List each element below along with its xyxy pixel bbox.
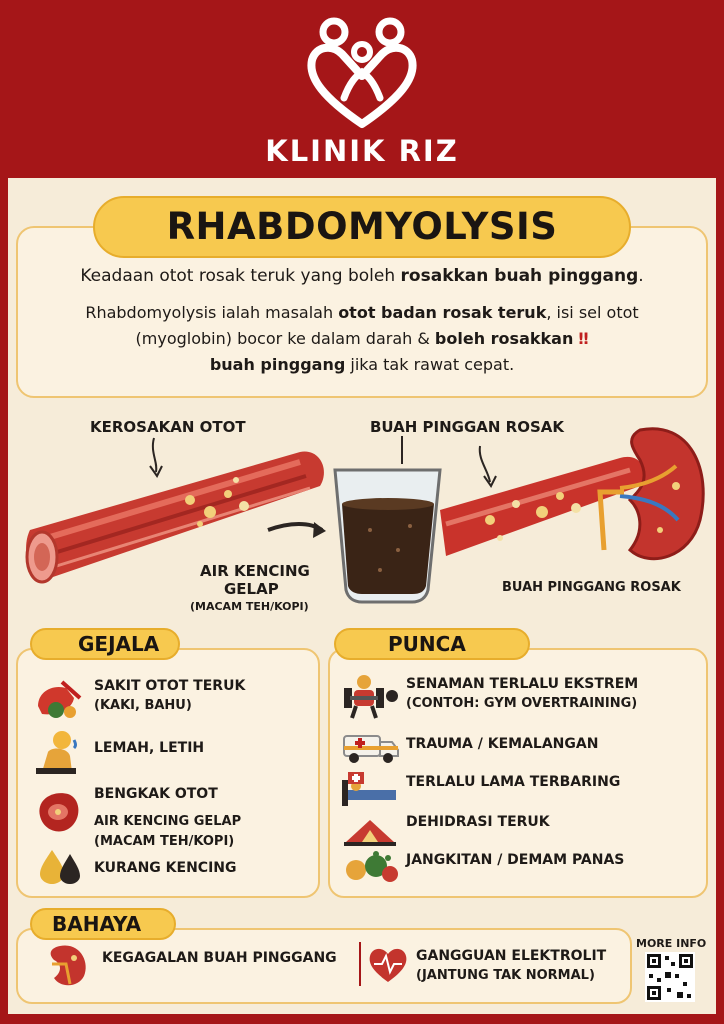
gym-icon	[340, 672, 400, 720]
heart-k-icon	[366, 944, 410, 984]
qr-code-icon[interactable]	[645, 952, 695, 1002]
intro-summary	[20, 266, 704, 286]
muscle-pain-icon	[32, 676, 84, 720]
muscle-icon	[26, 438, 326, 582]
kidney-caption: BUAH PINGGANG ROSAK	[502, 580, 681, 595]
gejala-item	[94, 676, 245, 716]
gejala-item-sub: (KAKI, BAHU)	[94, 698, 192, 713]
intro-bold-text: rosakkan buah pinggang	[400, 266, 639, 286]
dark-urine-label: AIR KENCING	[200, 562, 310, 580]
punca-item-label: SENAMAN TERLALU EKSTREM	[406, 676, 639, 692]
urine-drops-icon	[36, 846, 86, 886]
punca-item-label: TRAUMA / KEMALANGAN	[406, 736, 599, 752]
gejala-item-label: KURANG KENCING	[94, 860, 237, 876]
kidney-icon	[600, 429, 703, 559]
dark-urine-label-2: GELAP	[224, 580, 279, 598]
definition-bold: buah pinggang	[209, 355, 346, 374]
definition-bold: otot badan rosak teruk	[338, 303, 547, 322]
definition-text: Rhabdomyolysis ialah masalah	[85, 303, 339, 322]
intro-text: .	[638, 266, 644, 286]
definition-text: , isi sel otot (myoglobin) bocor ke dalam darah &	[135, 303, 639, 348]
punca-item-label: TERLALU LAMA TERBARING	[406, 774, 621, 790]
gejala-item	[94, 784, 218, 804]
header	[0, 0, 724, 178]
page-title: RHABDOMYOLYSIS	[166, 205, 558, 248]
gejala-item	[94, 812, 241, 852]
kidney-failure-icon	[40, 942, 92, 988]
punca-item	[406, 850, 624, 870]
bahaya-item-2-sub: (JANTUNG TAK NORMAL)	[416, 968, 595, 983]
divider	[359, 942, 361, 986]
kidney-damage-label: BUAH PINGGAN ROSAK	[370, 418, 565, 436]
bahaya-item-2	[416, 946, 606, 986]
punca-item	[406, 674, 638, 714]
gejala-item	[94, 738, 204, 758]
definition-text: jika tak rawat cepat.	[345, 355, 515, 374]
tired-person-icon	[32, 728, 84, 776]
family-heart-icon	[304, 12, 420, 130]
gejala-item	[94, 858, 237, 878]
bottom-bar	[0, 1014, 724, 1024]
dehydration-icon	[340, 812, 400, 848]
dark-urine-note: (MACAM TEH/KOPI)	[190, 600, 309, 613]
brand-name: KLINIK RIZ	[265, 134, 459, 168]
hospital-bed-icon	[340, 770, 400, 810]
punca-item	[406, 812, 550, 832]
gejala-item-sub: (MACAM TEH/KOPI)	[94, 834, 235, 849]
gejala-item-label: SAKIT OTOT TERUK	[94, 678, 246, 694]
bahaya-title: BAHAYA	[52, 912, 142, 936]
punca-item-label: JANGKITAN / DEMAM PANAS	[406, 852, 625, 868]
urine-glass-icon	[335, 436, 440, 602]
swollen-muscle-icon	[32, 786, 84, 838]
intro-text: Keadaan otot rosak teruk yang boleh	[80, 266, 401, 286]
virus-icon	[340, 850, 400, 886]
gejala-item-label: BENGKAK OTOT	[94, 786, 218, 802]
punca-item	[406, 772, 620, 792]
more-info-label: MORE INFO	[636, 937, 707, 950]
punca-item-label: DEHIDRASI TERUK	[406, 814, 550, 830]
gejala-title: GEJALA	[78, 632, 160, 656]
warning-icon: ‼	[578, 329, 589, 348]
definition-bold: boleh rosakkan	[434, 329, 574, 348]
muscle-damage-label: KEROSAKAN OTOT	[90, 418, 246, 436]
bahaya-item-2-label: GANGGUAN ELEKTROLIT	[416, 948, 607, 964]
punca-item-sub: (CONTOH: GYM OVERTRAINING)	[406, 696, 638, 711]
ambulance-icon	[340, 728, 400, 764]
illustration	[0, 400, 724, 620]
gejala-item-label: AIR KENCING GELAP	[94, 814, 242, 829]
punca-item	[406, 734, 598, 754]
bahaya-item-1: KEGAGALAN BUAH PINGGANG	[102, 950, 337, 966]
punca-title: PUNCA	[388, 632, 466, 656]
blood-vessel-icon	[440, 446, 644, 556]
intro-definition	[40, 300, 684, 378]
gejala-item-label: LEMAH, LETIH	[94, 740, 205, 756]
